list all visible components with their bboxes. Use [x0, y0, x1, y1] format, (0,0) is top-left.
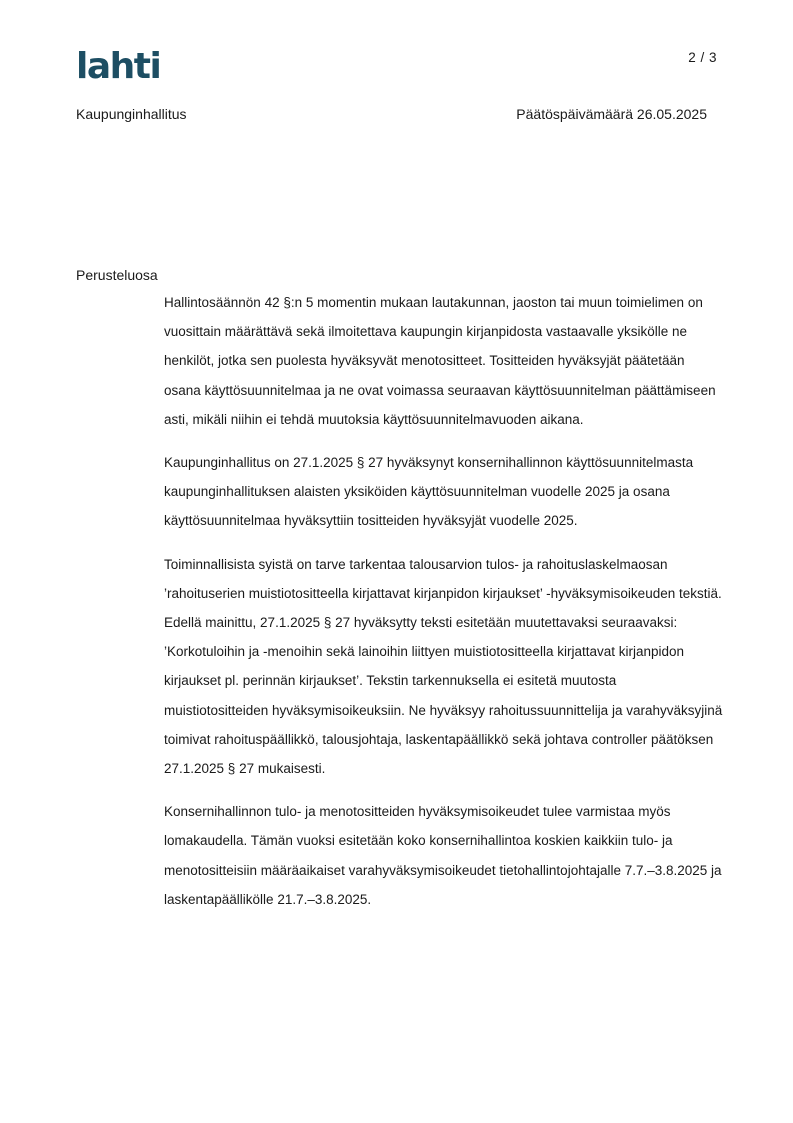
paragraph: Konsernihallinnon tulo- ja menotositteiden hyväksymisoikeudet tulee varmistaa myös lomakaudella. Tämän vuoksi esitetään koko konsernihallintoa koskien kaikkiin tulo- ja menotositteisiin määräaikaiset varahyväksymisoikeudet tietohallintojohtajalle 7.7.–3.8.2025 ja laskentapäällikölle 21.7.–3.8.2025.	[164, 804, 722, 907]
paragraph: Hallintosäännön 42 §:n 5 momentin mukaan lautakunnan, jaoston tai muun toimielimen on vuosittain määrättävä sekä ilmoitettava kaupungin kirjanpidosta vastaavalle yksikölle ne henkilöt, jotka sen puolesta hyväksyvät menotositteet. Tositteiden hyväksyjät päätetään osana käyttösuunnitelmaa ja ne ovat voimassa seuraavan käyttösuunnitelman päättämiseen asti, mikäli niihin ei tehdä muutoksia käyttösuunnitelmavuoden aikana.	[164, 295, 716, 427]
paragraph: Toiminnallisista syistä on tarve tarkentaa talousarvion tulos- ja rahoituslaskelmaosan ’rahoituserien muistiotositteella kirjattavat kirjanpidon kirjaukset’ -hyväksymisoikeuden tekstiä. Edellä mainittu, 27.1.2025 § 27 hyväksytty teksti esitetään muutettavaksi seuraavaksi: ’Korkotuloihin ja -menoihin sekä lainoihin liittyen muistiotositteella kirjattavat kirjanpidon kirjaukset pl. perinnän kirjaukset’. Tekstin tarkennuksella ei esitetä muutosta muistiotositteiden hyväksymisoikeuksiin. Ne hyväksyy rahoitussuunnittelija ja varahyväksyjinä toimivat rahoituspäällikkö, talousjohtaja, laskentapäällikkö sekä johtava controller päätöksen 27.1.2025 § 27 mukaisesti.	[164, 556, 723, 777]
paragraph: Kaupunginhallitus on 27.1.2025 § 27 hyväksynyt konsernihallinnon käyttösuunnitelmasta kaupunginhallituksen alaisten yksiköiden käyttösuunnitelman vuodelle 2025 ja osana käyttösuunnitelmaa hyväksyttiin tositteiden hyväksyjät vuodelle 2025.	[164, 455, 694, 529]
page-number: 2 / 3	[688, 50, 717, 65]
lahti-logo	[76, 44, 172, 86]
body-text	[164, 288, 724, 928]
decision-date: Päätöspäivämäärä 26.05.2025	[516, 106, 707, 122]
organization-name: Kaupunginhallitus	[76, 106, 187, 122]
section-heading: Perusteluosa	[76, 267, 158, 283]
logo-text: lahti	[76, 46, 161, 86]
